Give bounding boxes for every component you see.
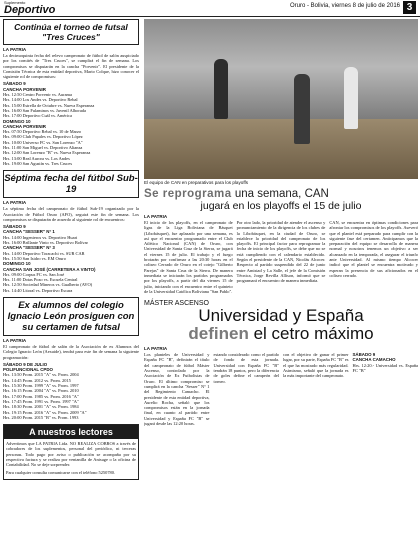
ignacio-article: [3, 297, 139, 420]
schedule-match: Hrs. 07:50 Deportivo Rebal vs. 10 de Marzo: [3, 129, 82, 135]
schedule-venue: CANCHA "SESSER" N° 1: [3, 229, 55, 235]
schedule-day: SÁBADO 9: [3, 81, 26, 87]
article-source: LA PATRIA: [3, 47, 27, 52]
can-article: [144, 188, 418, 296]
article-intro: La decimoquinta fecha del relevo campeonato de fútbol de salón auspiciado por los comités de "Tres Cruces", se cumplirá el fin de semana. Los compromisos se disputarán en la cancha "Porvenir". El presidente de la Comisión Técnica de esta entidad deportiva, Mario Colque, hizo conocer el siguiente rol de compromisos:: [3, 53, 139, 80]
fixture-schedule: [3, 362, 139, 420]
fixture-line: CANCHA CAMACHO: [352, 357, 396, 363]
schedule-match: Hrs. 12:00 San Lorenzo "B" vs. Nueva Esperanza: [3, 150, 91, 156]
schedule-match: Hrs. 14:40 Litoral vs. Deportivo Escara: [3, 287, 73, 293]
article-source: LA PATRIA: [144, 346, 168, 352]
article-headline: Continúa el torneo de futsal "Tres Cruces": [3, 19, 139, 45]
fixture-line: Hrs. 12:20.- Universidad vs. España FC "B": [352, 362, 418, 374]
player-figure: [344, 67, 358, 129]
schedule-day: SÁBADO 9 DE JULIO: [3, 361, 48, 367]
page-header: [0, 0, 420, 17]
schedule-match: Hrs. 10:00 Universo FC vs. San Lorenzo "A": [3, 139, 83, 145]
schedule-match: Hrs. 13:50 Prom. 2015 "A" vs. Prom. 2004: [3, 372, 79, 378]
article-column-2: estando considerado como el partido de fondo de esta jornada. Universidad con España FC "B" tendrán 18 puntos, pero la diferencia de goles define el campeón del torneo.: [213, 352, 279, 384]
article-subheadline: jugará en los playoffs el 15 de julio: [200, 200, 362, 212]
article-column-3: CAN, se encuentra en óptimas condiciones para afrontar los compromisos de los playoffs. Aseveró que el plantel está preparado para cumplir con la siguiente fase del certamen. Anticipamos que la preparación del equipo se desarrolla de manera normal y nosotros tenemos un objetivo a ser alcanzado en la temporada, el asegurar el triunfo ante Universidad. Al mismo tiempo Alcocer indicó que el plantel se encuentra motivado y esperan la presencia de sus aficionados en el coliseo cerrado.: [329, 220, 418, 278]
headline-emphasis: Se reprograma: [144, 188, 232, 200]
headline-emphasis: definen: [188, 324, 249, 344]
schedule-match: Hrs. 12:50 Sociedad Mineros vs. Gualberto (AVO): [3, 282, 93, 288]
fixture-schedule: [3, 224, 139, 293]
schedule-match: Hrs. 13:00 Real Aurora vs. Los Andes: [3, 155, 70, 161]
article-headline: [144, 188, 418, 200]
schedule-match: Hrs. 14:00 Ingenieros vs. Deportivo Huari: [3, 234, 78, 240]
left-column: [3, 19, 139, 543]
article-intro: El campeonato de fútbol de salón de la Asociación de ex Alumnos del Colegio Ignacio León (Aexaide), tendrá para este fin de semana la siguiente programación:: [3, 343, 139, 360]
article-column-3: con el objetivo de ganar el primer lugar, por su parte, España FC "B" es el que ha mostrado más regularidad. Asimismo, señaló que la jornada es la más importante del campeonato.: [283, 352, 349, 379]
notice-body: Advertimos que LA PATRIA Ltda. NO REALIZA COBROS a través de cobradores de los suplementos, personal del periódico, ni terceras personas. Todo pago por aviso o publicación se acompaña por su respectiva factura y se realiza por ventanilla de Anisuge o la oficina de Contabilidad. No se deje sorprender.: [6, 441, 136, 468]
schedule-match: Hrs. 11:00 Dotas Pozo vs. Escuela Central: [3, 277, 78, 283]
schedule-match: Hrs. 20:00 Prom. 2015 "B" vs. Prom. 1993: [3, 414, 79, 420]
page-number: 3: [403, 1, 416, 14]
schedule-venue: CANCHA SAN JOSÉ (CARRETERA A VINTO): [3, 266, 96, 272]
schedule-day: SÁBADO 9: [3, 224, 26, 230]
fixture-schedule: [3, 81, 139, 166]
article-column-1: El inicio de los playoffs, en el campeonato de ligas de la Liga Boliviana de Básquet (Libobásquet), fue aplazado por una semana, es así que el encuentro programado entre el Club Atlético Nacional (CAN) de Oruro, con Universidad de Santa Cruz de la Sierra, se jugará el viernes 15 de julio. El trabajo y el fuego brotarán por confirmar a las 20:30 horas en el coliseo Cerrado de Oruro en el cotejo "Gilberto Parejas" de Santa Cruz de la Sierra. De manera inmediata se iniciarán los partidos programados por los playoffs, a partir del día viernes 15 de julio, iniciando con el encuentro entre el quinteto de la Universidad Católica Boliviana "San Pablo".: [144, 220, 233, 294]
fixture-box: [353, 352, 419, 428]
fixture-line: SÁBADO 9: [352, 352, 376, 358]
schedule-match: Hrs. 11:00 San Miguel vs. Deportivo Alianza: [3, 145, 83, 151]
schedule-venue: CANCHA PORVENIR: [3, 123, 46, 129]
article-headline: Ex alumnos del colegio Ignacio León prosiguen con su certamen de futsal: [3, 297, 139, 336]
brand-small: Suplemento: [4, 0, 26, 5]
schedule-day: DOMINGO 10: [3, 118, 31, 124]
sub19-article: [3, 170, 139, 293]
schedule-match: Hrs. 09:00 Corpus FC vs. San José: [3, 271, 65, 277]
supplement-logo: [4, 1, 55, 16]
schedule-match: Hrs. 18:30 Prom. 2001 "A" vs. Prom. 1984: [3, 404, 79, 410]
schedule-venue: POLIFUNCIONAL CPDO: [3, 367, 53, 373]
schedule-match: Hrs. 16:00 San Fulaminos vs. Juvenil Alborada: [3, 107, 86, 113]
schedule-venue: CANCHA "SESSER" N° 3: [3, 245, 55, 251]
article-intro: La séptima fecha del campeonato de fútbol Sub-19 organizado por la Asociación de Fútbol Oruro (AFO), seguirá este fin de semana. Los compromisos se disputarán de acuerdo al siguiente rol de encuentros:: [3, 206, 139, 222]
schedule-match: Hrs. 15:00 Estrella de Octubre vs. Nueva Esperanza: [3, 102, 95, 108]
universidad-article: [144, 300, 418, 428]
schedule-match: Hrs. 16:00 Brillante Vinto vs. Deportivo Bolívar: [3, 240, 89, 246]
article-source: LA PATRIA: [3, 200, 27, 206]
schedule-match: Hrs. 12:50 Centro Porvenir vs. Aurama: [3, 92, 72, 98]
player-figure: [294, 74, 310, 144]
article-column-2: Por otro lado, la prioridad de atender el ascenso y pronunciamiento de la dirigencia de los clubes de la Libobásquet, en la ciudad de Oruro, se establece la prioridad del campeonato de los playoffs. El principal factor para reprogramar la fecha de inicio de los playoffs, se debe que no se está cumpliendo con el calendario establecido. Según el presidente de la CAN, Nicolás Alcocer. Respecto al partido suspendido del 22 de junio entre Amistad y La Salle, el jefe de la Comisión Técnica, Jorge Revilla Allison, informó que se programará el encuentro de manera inmediata.: [236, 220, 326, 284]
headline-rest: el cetro máximo: [253, 324, 374, 344]
notice-title: A nuestros lectores: [4, 425, 138, 439]
article-column-1: Los planteles de Universidad y España FC "B", definirán el título del campeonato de fútbol Máster Ascenso, controlado por la Asociación de Ex Futbolistas de Oruro. El último compromiso se cumplirá en la cancha "Sesser" N° 1 del Regimiento Camacho. El presidente de esta entidad deportiva, Aurelio Rocha, señaló que los compromisos están en la jornada final, en cuanto al partido entre Universidad y España FC "B" se jugará desde las 12:20 horas.: [144, 352, 210, 427]
edition-date: Oruro - Bolivia, viernes 8 de julio de 2016: [289, 3, 400, 9]
readers-notice: [3, 424, 139, 480]
article-headline: Universidad y España: [198, 306, 364, 326]
brand-name: Deportivo: [4, 4, 56, 16]
schedule-match: Hrs. 15:50 San Isidro vs. EM Oruro: [3, 255, 66, 261]
schedule-match: Hrs. 09:00 Club Papales vs. Deportivo López: [3, 134, 83, 140]
article-source: LA PATRIA: [3, 337, 27, 343]
schedule-match: Hrs. 19:15 Prom. 2016 "A" vs. Prom. 2009 "A": [3, 409, 87, 415]
schedule-day: DOMINGO 10: [3, 261, 31, 267]
schedule-match: Hrs. 14:45 Prom. 2012 vs. Prom. 2015: [3, 377, 71, 383]
schedule-match: Hrs. 17:00 Prom. 1985 vs. Prom. 2016 "A": [3, 393, 79, 399]
notice-contact: Para cualquier consulta comunicarse con el teléfono 5250780.: [6, 469, 115, 475]
article-kicker: MÁSTER ASCENSO: [144, 300, 209, 308]
futsal-article: [3, 19, 139, 166]
article-headline: Séptima fecha del fútbol Sub-19: [3, 170, 139, 198]
schedule-match: Hrs. 14:00 Deportivo Toracachi vs. SUR CAR: [3, 250, 85, 256]
player-figure: [214, 59, 228, 119]
article-source: LA PATRIA: [144, 214, 168, 219]
headline-rest: una semana, CAN: [234, 188, 329, 200]
schedule-match: Hrs. 17:45 Prom. 1991 vs. Prom. 1997 "A": [3, 398, 79, 404]
article-headline-line2: [144, 325, 418, 343]
photo-caption: El equipo de CAN en preparativos para los playoffs: [144, 180, 249, 185]
schedule-match: Hrs. 15:30 Prom. 1999 "A" vs. Prom. 1997: [3, 383, 79, 389]
schedule-venue: CANCHA PORVENIR: [3, 86, 46, 92]
schedule-match: Hrs. 16:15 Prom. 2004 "A" vs. Prom. 2010: [3, 388, 79, 394]
schedule-match: Hrs. 14:00 Los Andes vs. Deportivo Rebal: [3, 97, 78, 103]
schedule-match: Hrs. 17:00 Deportivo Cuál vs. América: [3, 113, 72, 119]
team-photo: [144, 19, 418, 179]
right-column: [144, 19, 418, 543]
schedule-match: Hrs. 19:00 San Agustín vs. Tres Cruces: [3, 160, 73, 166]
